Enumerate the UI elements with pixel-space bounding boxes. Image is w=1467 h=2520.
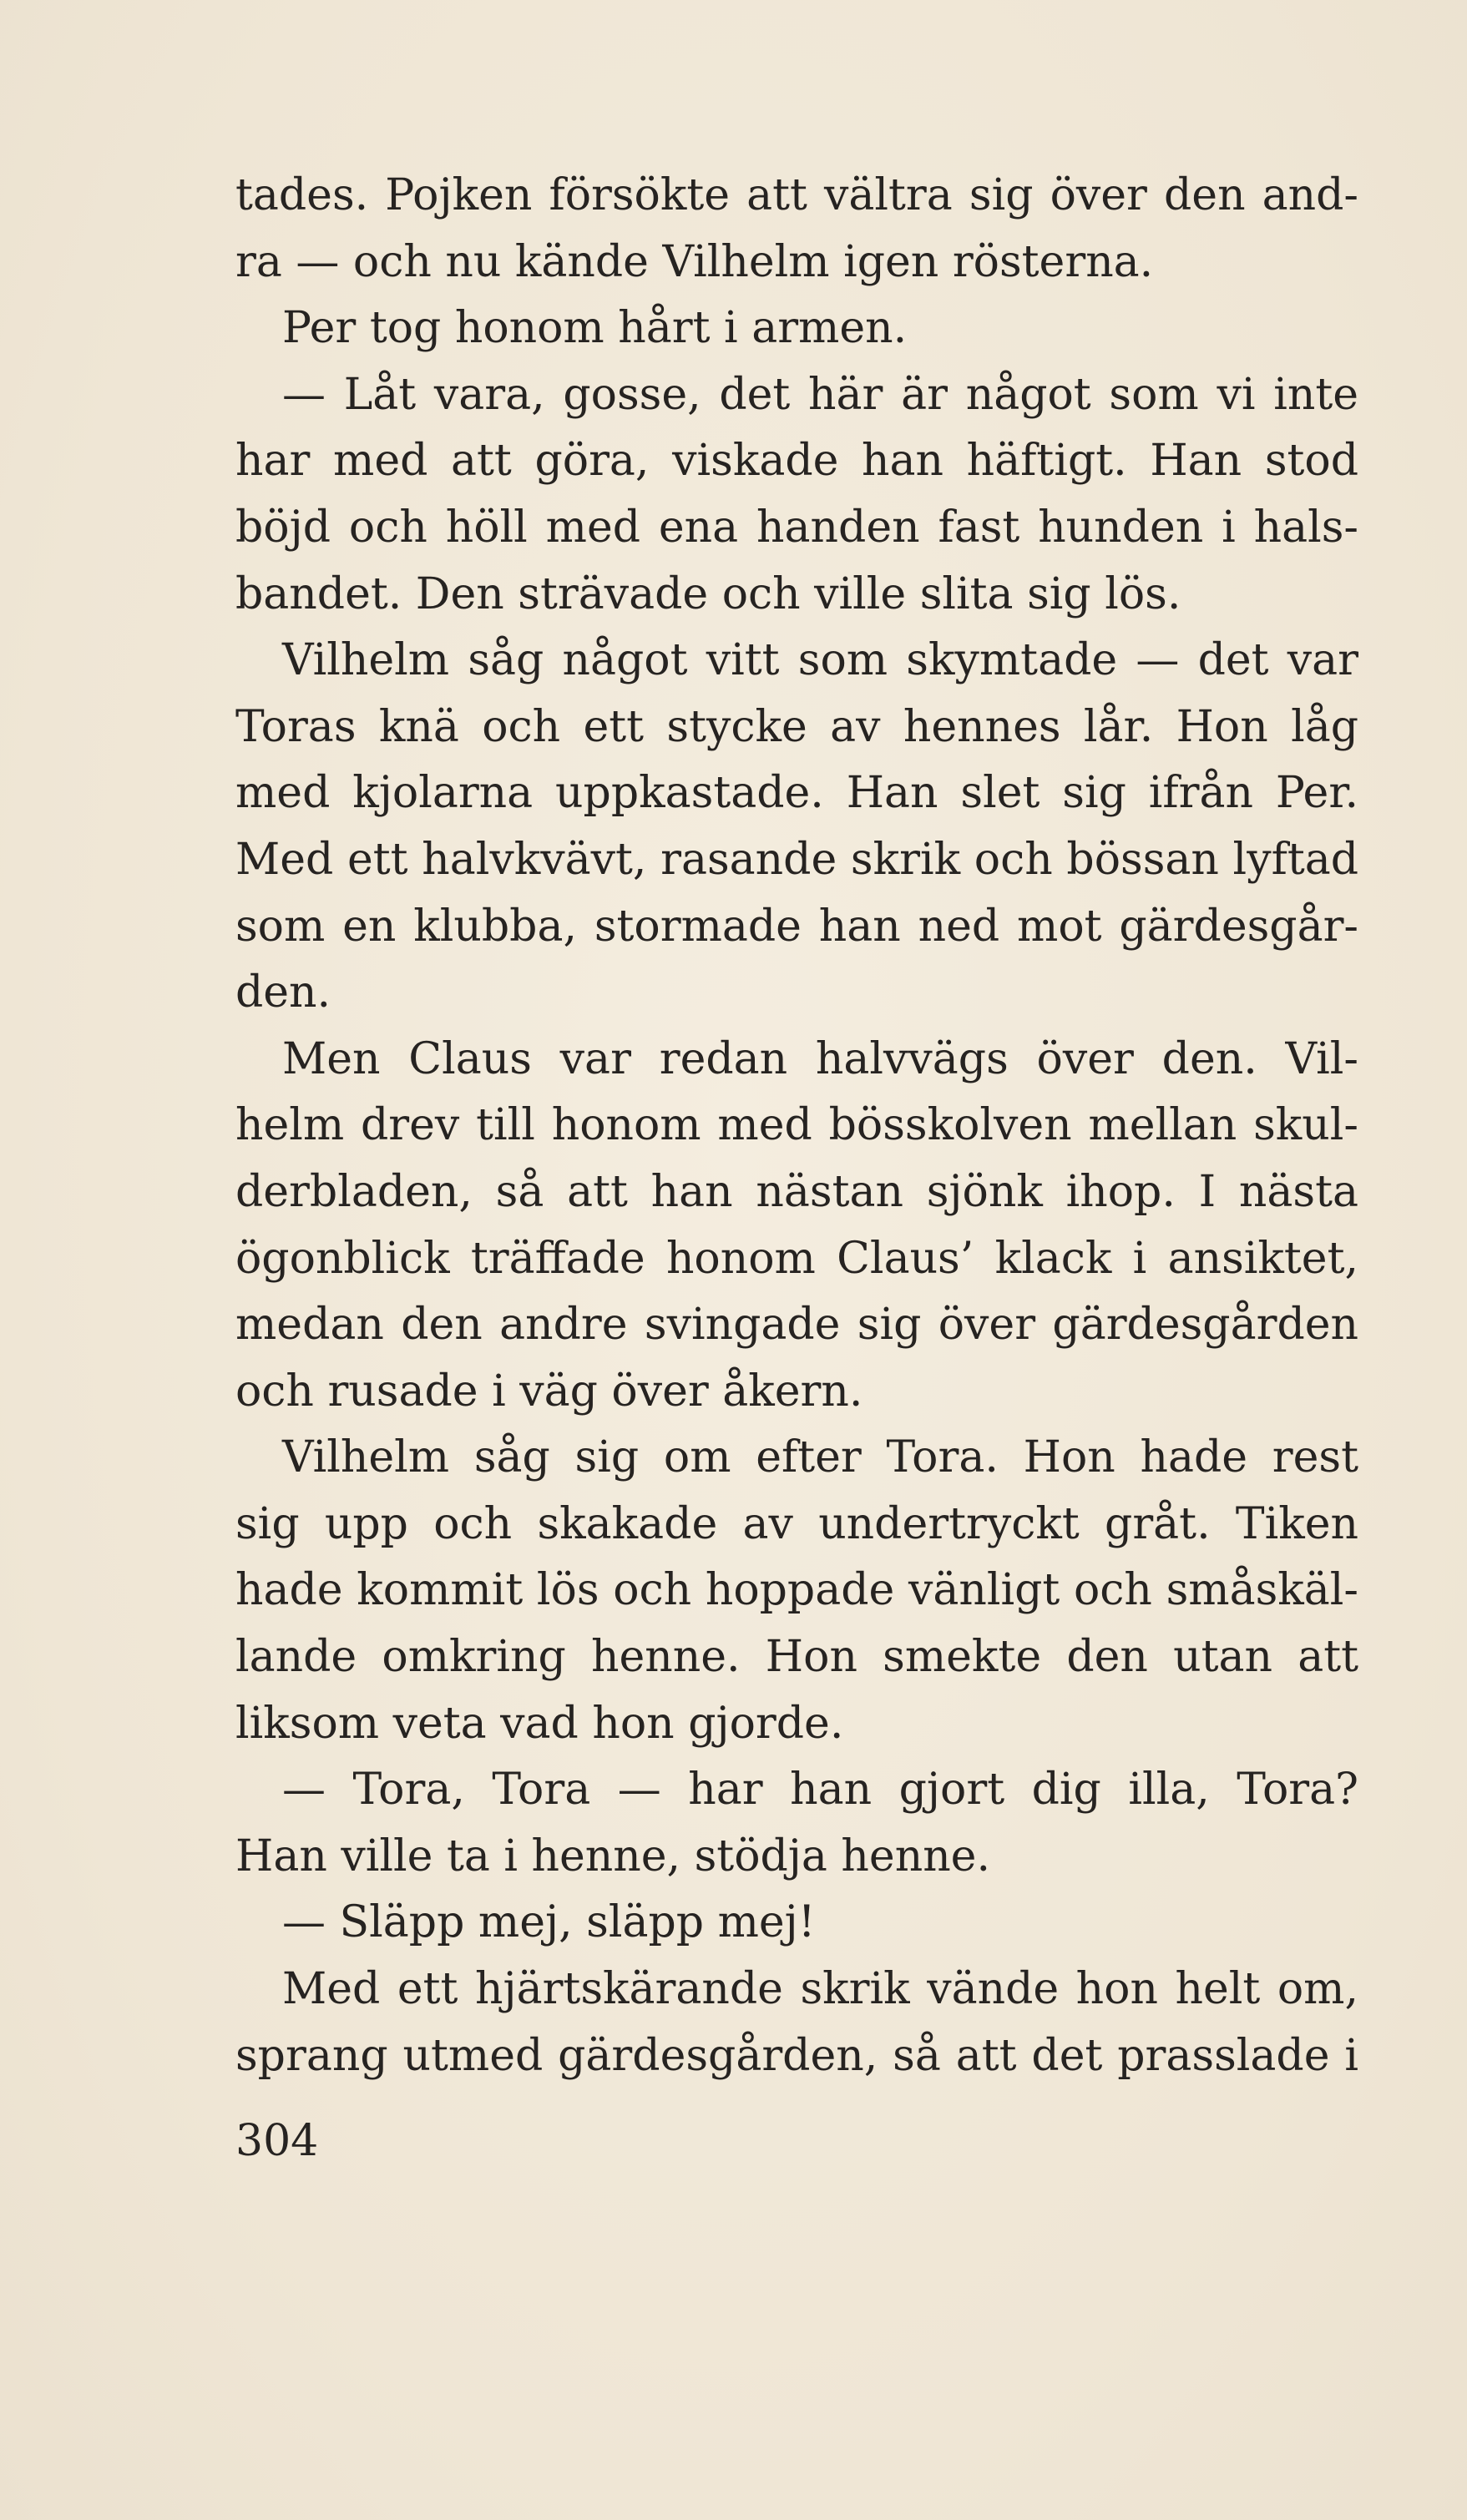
text-line: bandet. Den strävade och ville slita sig lös. bbox=[235, 568, 1181, 619]
text-line: ögonblick träffade honom Claus’ klack i ansiktet, bbox=[235, 1233, 1358, 1284]
text-line: lande omkring henne. Hon smekte den utan att bbox=[235, 1632, 1358, 1683]
text-line: — Låt vara, gosse, det här är något som vi inte bbox=[282, 369, 1358, 420]
text-line: sprang utmed gärdesgården, så att det prasslade i bbox=[235, 2030, 1358, 2081]
text-line: Med ett halvkvävt, rasande skrik och bössan lyftad bbox=[235, 834, 1358, 885]
text-line: sig upp och skakade av undertryckt gråt. Tiken bbox=[235, 1498, 1358, 1549]
text-line: med kjolarna uppkastade. Han slet sig ifrån Per. bbox=[235, 768, 1358, 819]
text-line: Han ville ta i henne, stödja henne. bbox=[235, 1831, 990, 1881]
text-line: Vilhelm såg sig om efter Tora. Hon hade rest bbox=[282, 1432, 1358, 1483]
text-line: ra — och nu kände Vilhelm igen rösterna. bbox=[235, 236, 1154, 287]
text-line: Med ett hjärtskärande skrik vände hon helt om, bbox=[282, 1964, 1358, 2015]
text-line: Per tog honom hårt i armen. bbox=[282, 303, 908, 354]
text-line: — Släpp mej, släpp mej! bbox=[282, 1897, 816, 1948]
text-line: — Tora, Tora — har han gjort dig illa, Tora? bbox=[282, 1765, 1358, 1816]
text-line: Vilhelm såg något vitt som skymtade — det var bbox=[282, 635, 1358, 686]
body-text bbox=[235, 163, 1358, 2089]
text-line: liksom veta vad hon gjorde. bbox=[235, 1698, 844, 1749]
text-line: och rusade i väg över åkern. bbox=[235, 1366, 863, 1417]
text-line: tades. Pojken försökte att vältra sig över den and- bbox=[235, 170, 1358, 220]
text-line: Men Claus var redan halvvägs över den. Vil- bbox=[282, 1033, 1358, 1084]
text-line: som en klubba, stormade han ned mot gärdesgår- bbox=[235, 901, 1358, 952]
text-line: derbladen, så att han nästan sjönk ihop. I nästa bbox=[235, 1166, 1358, 1217]
page-number: 304 bbox=[235, 2116, 319, 2166]
text-line: Toras knä och ett stycke av hennes lår. Hon låg bbox=[235, 701, 1358, 752]
text-line: den. bbox=[235, 967, 331, 1018]
text-line: har med att göra, viskade han häftigt. Han stod bbox=[235, 436, 1358, 487]
text-line: helm drev till honom med bösskolven mellan skul- bbox=[235, 1100, 1358, 1151]
text-line: böjd och höll med ena handen fast hunden i hals- bbox=[235, 502, 1358, 553]
text-line: medan den andre svingade sig över gärdesgården bbox=[235, 1300, 1358, 1351]
text-line: hade kommit lös och hoppade vänligt och småskäl- bbox=[235, 1565, 1358, 1616]
